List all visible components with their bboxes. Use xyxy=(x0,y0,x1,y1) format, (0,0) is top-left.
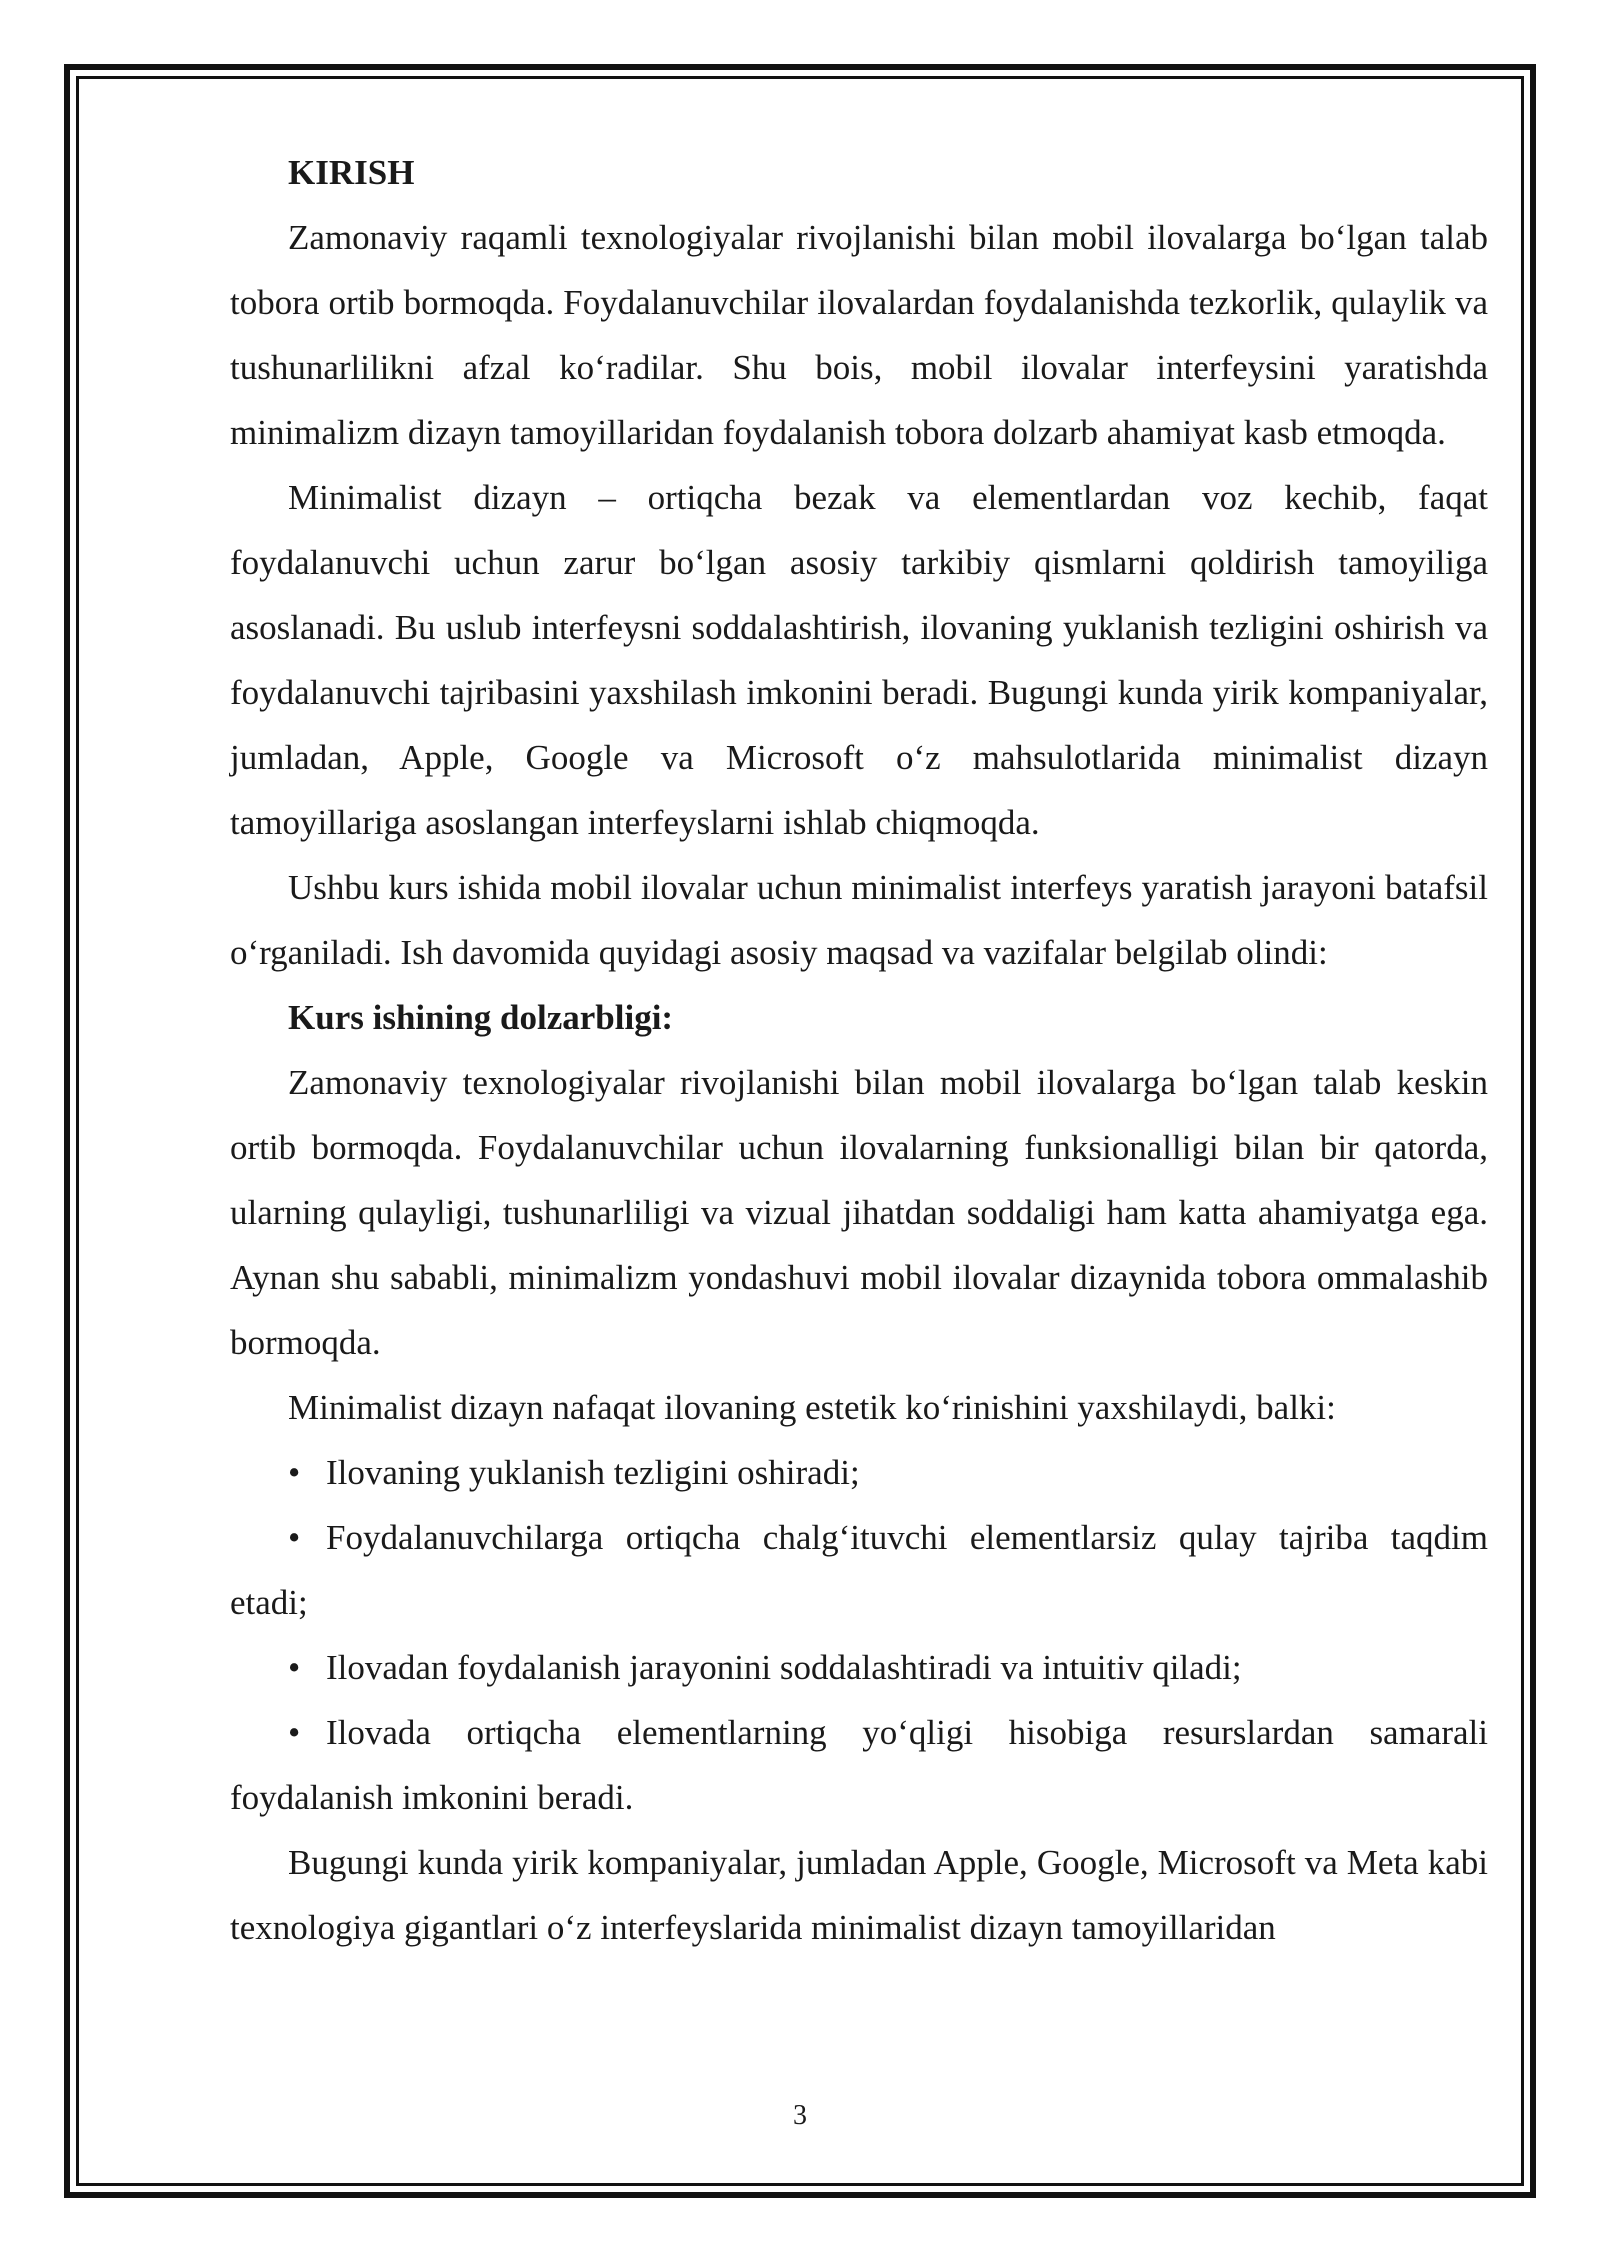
paragraph-4: Zamonaviy texnologiyalar rivojlanishi bilan mobil ilovalarga bo‘lgan talab keskin ortib bormoqda. Foydalanuvchilar uchun ilovalarning funksionalligi bilan bir qatorda, ularning qulayligi, tushunarliligi va vizual jihatdan soddaligi ham katta ahamiyatga ega. Aynan shu sababli, minimalizm yondashuvi mobil ilovalar dizaynida tobora ommalashib bormoqda. xyxy=(230,1063,1488,1362)
paragraph-6: Bugungi kunda yirik kompaniyalar, jumladan Apple, Google, Microsoft va Meta kabi texnologiya gigantlari o‘z interfeyslarida minimalist dizayn tamoyillaridan xyxy=(230,1843,1488,1947)
bullet-text: Ilovaning yuklanish tezligini oshiradi; xyxy=(326,1453,860,1492)
bullet-text: Foydalanuvchilarga ortiqcha chalg‘ituvchi elementlarsiz qulay tajriba taqdim etadi; xyxy=(230,1518,1488,1622)
bullet-item xyxy=(230,1505,1488,1635)
bullet-item xyxy=(230,1440,1488,1505)
bullet-icon: • xyxy=(288,1453,301,1492)
document-body xyxy=(230,140,1488,1960)
section-heading-relevance: Kurs ishining dolzarbligi: xyxy=(288,998,674,1037)
bullet-item xyxy=(230,1635,1488,1700)
section-heading-intro: KIRISH xyxy=(288,153,415,192)
page-number: 3 xyxy=(793,2100,807,2131)
paragraph-1: Zamonaviy raqamli texnologiyalar rivojlanishi bilan mobil ilovalarga bo‘lgan talab tobora ortib bormoqda. Foydalanuvchilar ilovalardan foydalanishda tezkorlik, qulaylik va tushunarlilikni afzal ko‘radilar. Shu bois, mobil ilovalar interfeysini yaratishda minimalizm dizayn tamoyillaridan foydalanish tobora dolzarb ahamiyat kasb etmoqda. xyxy=(230,218,1488,452)
paragraph-3: Ushbu kurs ishida mobil ilovalar uchun minimalist interfeys yaratish jarayoni batafsil o‘rganiladi. Ish davomida quyidagi asosiy maqsad va vazifalar belgilab olindi: xyxy=(230,868,1488,972)
paragraph-5: Minimalist dizayn nafaqat ilovaning estetik ko‘rinishini yaxshilaydi, balki: xyxy=(288,1388,1336,1427)
bullet-icon: • xyxy=(288,1648,301,1687)
bullet-icon: • xyxy=(288,1518,301,1557)
bullet-icon: • xyxy=(288,1713,301,1752)
bullet-text: Ilovadan foydalanish jarayonini soddalashtiradi va intuitiv qiladi; xyxy=(326,1648,1242,1687)
paragraph-2: Minimalist dizayn – ortiqcha bezak va elementlardan voz kechib, faqat foydalanuvchi uchun zarur bo‘lgan asosiy tarkibiy qismlarni qoldirish tamoyiliga asoslanadi. Bu uslub interfeysni soddalashtirish, ilovaning yuklanish tezligini oshirish va foydalanuvchi tajribasini yaxshilash imkonini beradi. Bugungi kunda yirik kompaniyalar, jumladan, Apple, Google va Microsoft o‘z mahsulotlarida minimalist dizayn tamoyillariga asoslangan interfeyslarni ishlab chiqmoqda. xyxy=(230,478,1488,842)
bullet-text: Ilovada ortiqcha elementlarning yo‘qligi hisobiga resurslardan samarali foydalanish imkonini beradi. xyxy=(230,1713,1488,1817)
bullet-item xyxy=(230,1700,1488,1830)
